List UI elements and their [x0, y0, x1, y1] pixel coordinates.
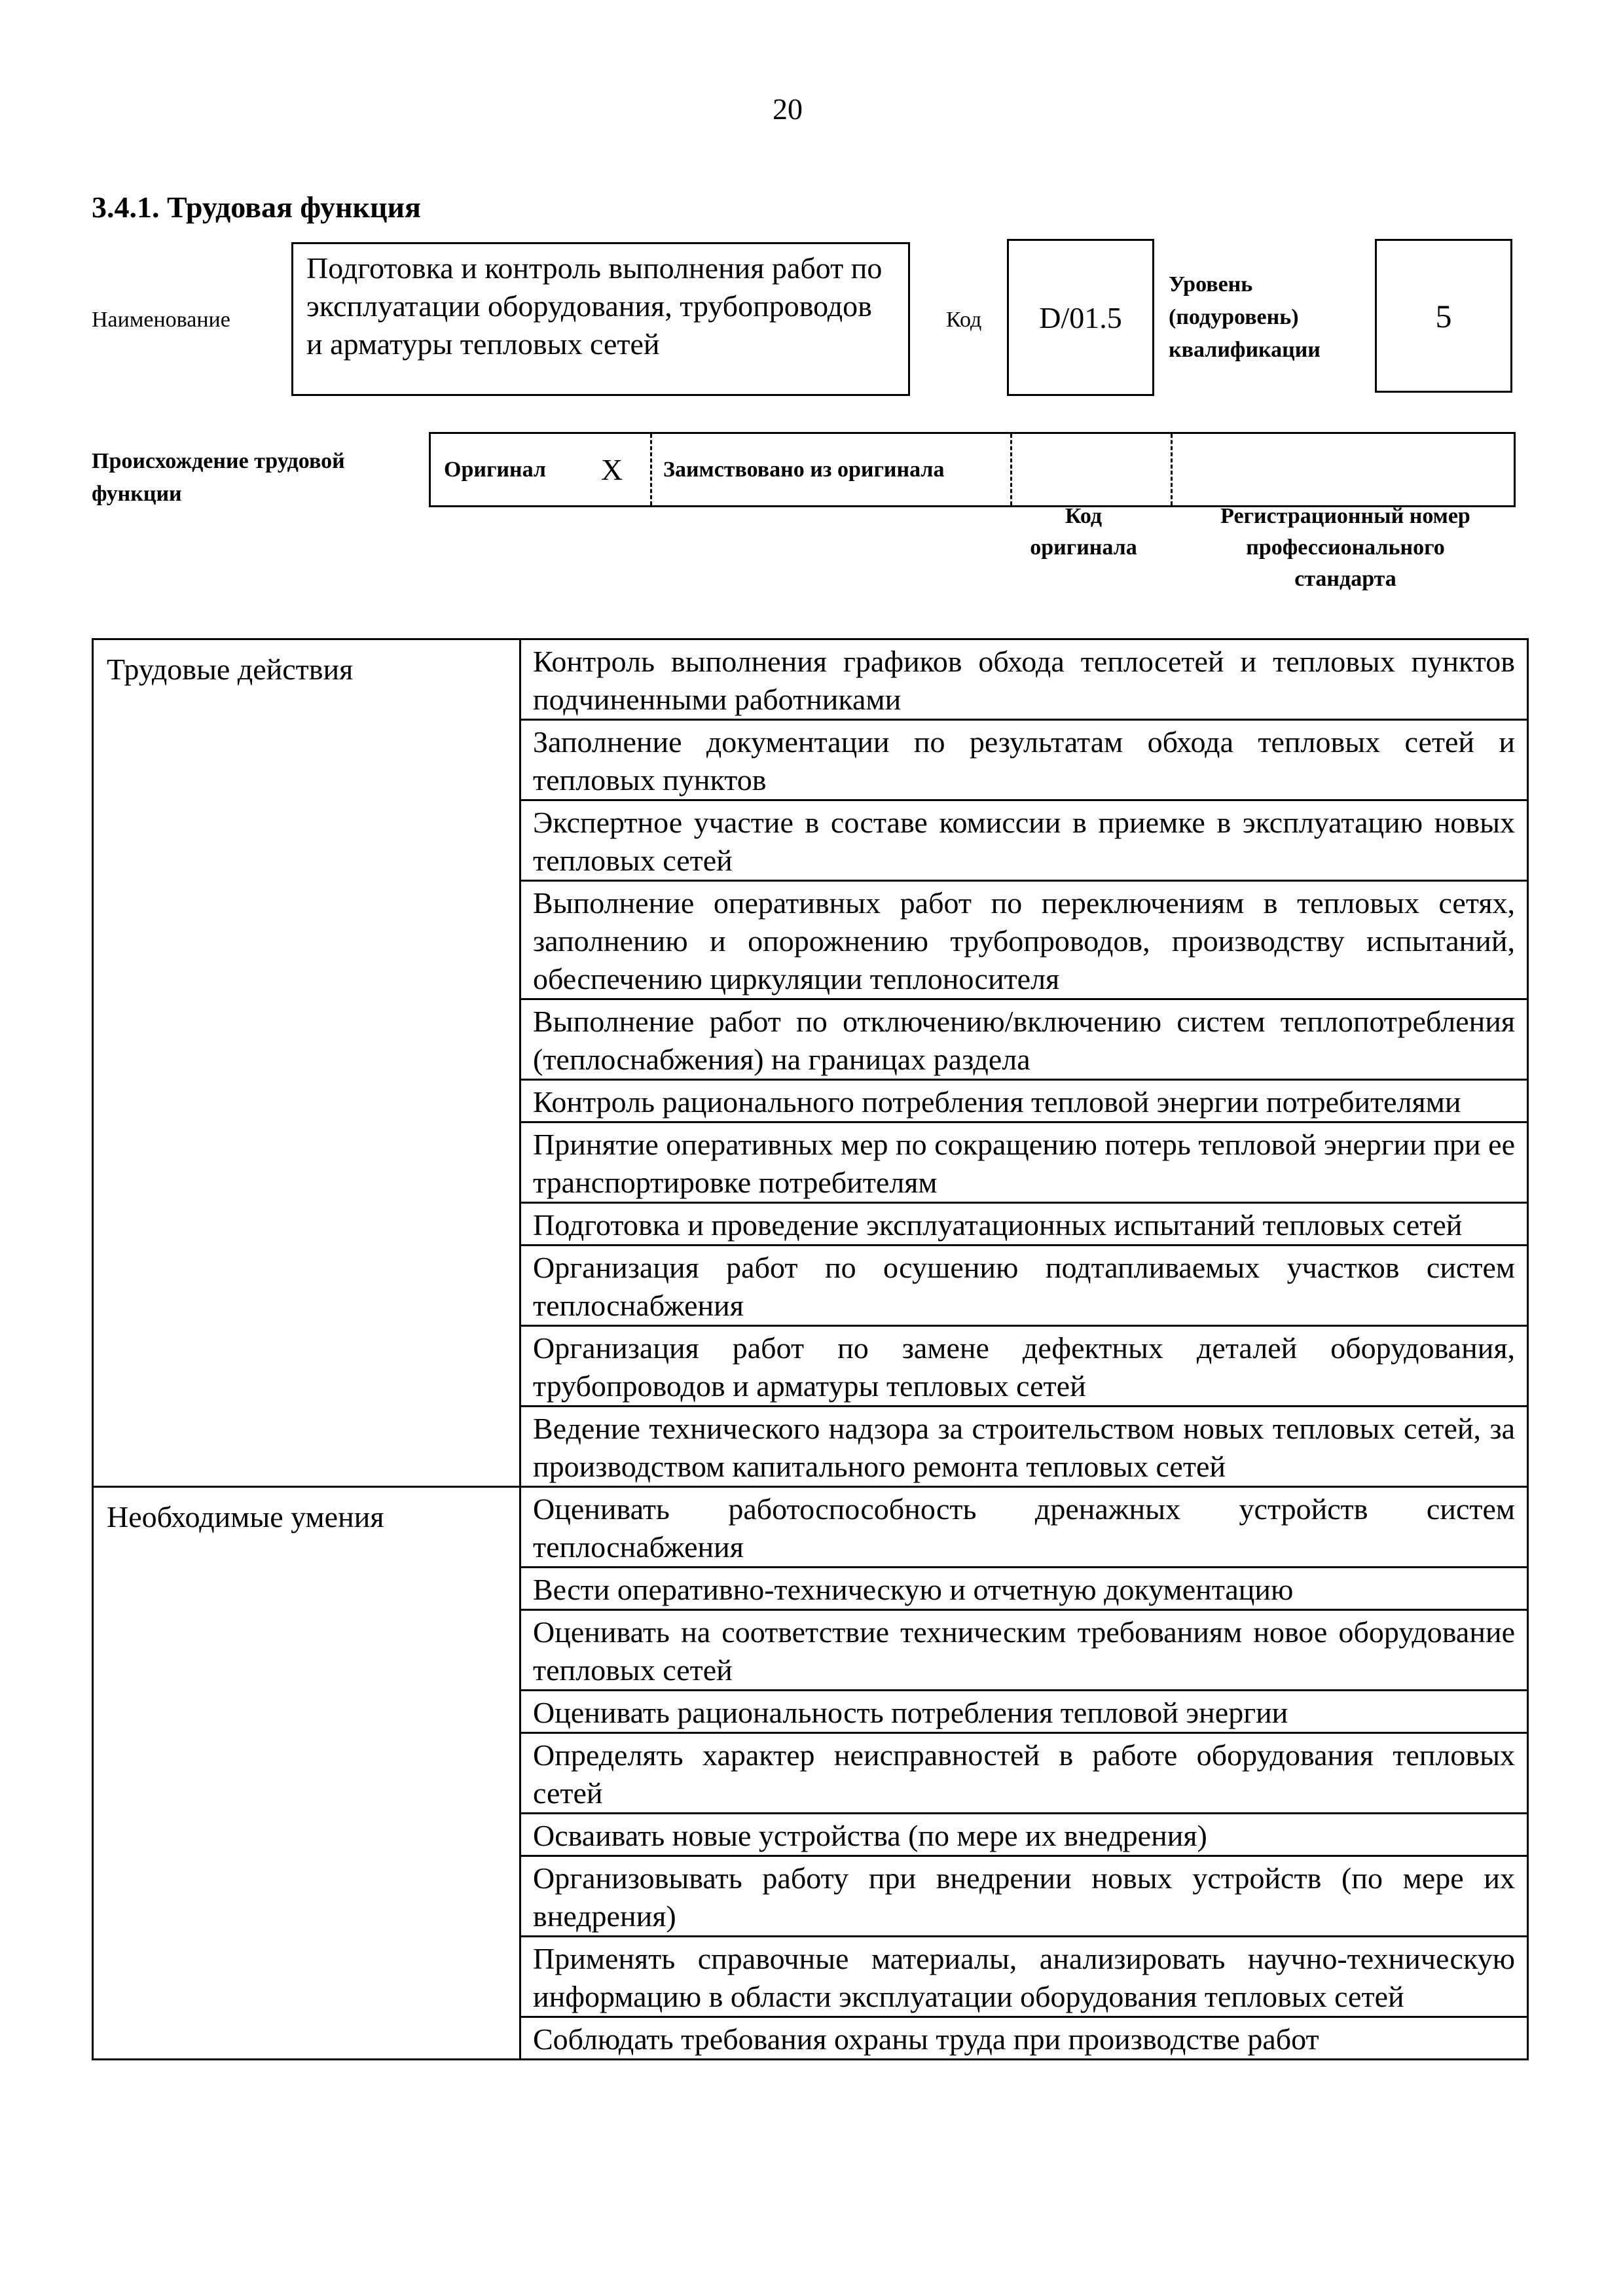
caption-line: профессионального: [1246, 535, 1445, 560]
caption-line: Код: [1065, 504, 1103, 528]
list-item: Принятие оперативных мер по сокращению потерь тепловой энергии при ее транспортировке потребителям: [521, 1123, 1527, 1204]
list-item: Заполнение документации по результатам обхода тепловых сетей и тепловых пунктов: [521, 721, 1527, 801]
list-item: Контроль выполнения графиков обхода теплосетей и тепловых пунктов подчиненными работниками: [521, 640, 1527, 721]
level-label-line: Уровень: [1169, 272, 1253, 296]
list-item: Оценивать рациональность потребления тепловой энергии: [521, 1691, 1527, 1734]
section-title: 3.4.1. Трудовая функция: [92, 190, 421, 224]
list-item: Вести оперативно-техническую и отчетную документацию: [521, 1568, 1527, 1611]
list-item: Организовывать работу при внедрении новых устройств (по мере их внедрения): [521, 1857, 1527, 1937]
list-item: Контроль рационального потребления тепловой энергии потребителями: [521, 1081, 1527, 1123]
caption-line: Регистрационный номер: [1220, 504, 1470, 528]
section-title-cell: Трудовые действия: [93, 639, 520, 1487]
origin-label: Происхождение трудовой функции: [92, 449, 345, 506]
origin-mark: X: [601, 453, 623, 486]
origin-divider: [1010, 434, 1012, 505]
list-item: Экспертное участие в составе комиссии в приемке в эксплуатацию новых тепловых сетей: [521, 801, 1527, 882]
section-title-cell: Необходимые умения: [93, 1487, 520, 2060]
list-item: Выполнение работ по отключению/включению систем теплопотребления (теплоснабжения) на границах раздела: [521, 1000, 1527, 1081]
level-label-line: (подуровень): [1169, 305, 1299, 329]
list-item: Ведение технического надзора за строительством новых тепловых сетей, за производством капитального ремонта тепловых сетей: [533, 1412, 1515, 1483]
caption-original-code: [1002, 501, 1165, 564]
page-number: 20: [773, 92, 803, 126]
function-table: [92, 638, 1529, 2060]
list-item: Применять справочные материалы, анализировать научно-техническую информацию в области эксплуатации оборудования тепловых сетей: [521, 1937, 1527, 2018]
level-label-line: квалификации: [1169, 338, 1321, 362]
list-item: Соблюдать требования охраны труда при производстве работ: [533, 2022, 1319, 2056]
section-items-cell: [520, 1487, 1528, 2060]
level-label: [1169, 268, 1321, 367]
list-item: Выполнение оперативных работ по переключениям в тепловых сетях, заполнению и опорожнению трубопроводов, производству испытаний, обеспечению циркуляции теплоносителя: [521, 882, 1527, 1000]
code-box: D/01.5: [1007, 239, 1154, 396]
list-item: Организация работ по осушению подтапливаемых участков систем теплоснабжения: [521, 1246, 1527, 1327]
section-row: [93, 1487, 1528, 2060]
section-row: [93, 639, 1528, 1487]
origin-original-label: Оригинал: [444, 457, 546, 482]
origin-divider: [1171, 434, 1173, 505]
list-item: Подготовка и проведение эксплуатационных испытаний тепловых сетей: [521, 1204, 1527, 1246]
caption-line: стандарта: [1294, 567, 1396, 591]
caption-line: оригинала: [1030, 535, 1137, 560]
list-item: Определять характер неисправностей в работе оборудования тепловых сетей: [521, 1734, 1527, 1814]
code-label: Код: [946, 308, 982, 332]
list-item: Оценивать на соответствие техническим требованиям новое оборудование тепловых сетей: [521, 1611, 1527, 1691]
origin-divider: [650, 434, 652, 505]
list-item: Оценивать работоспособность дренажных устройств систем теплоснабжения: [521, 1488, 1527, 1568]
function-name-box: Подготовка и контроль выполнения работ по эксплуатации оборудования, трубопроводов и арматуры тепловых сетей: [291, 242, 910, 396]
origin-borrowed-label: Заимствовано из оригинала: [663, 457, 945, 482]
origin-row: [429, 432, 1516, 507]
caption-registration-number: [1172, 501, 1519, 595]
section-items-cell: [520, 639, 1528, 1487]
list-item: Осваивать новые устройства (по мере их внедрения): [521, 1814, 1527, 1857]
name-label: Наименование: [92, 308, 230, 332]
list-item: Организация работ по замене дефектных деталей оборудования, трубопроводов и арматуры тепловых сетей: [521, 1327, 1527, 1407]
level-box: 5: [1375, 239, 1512, 393]
